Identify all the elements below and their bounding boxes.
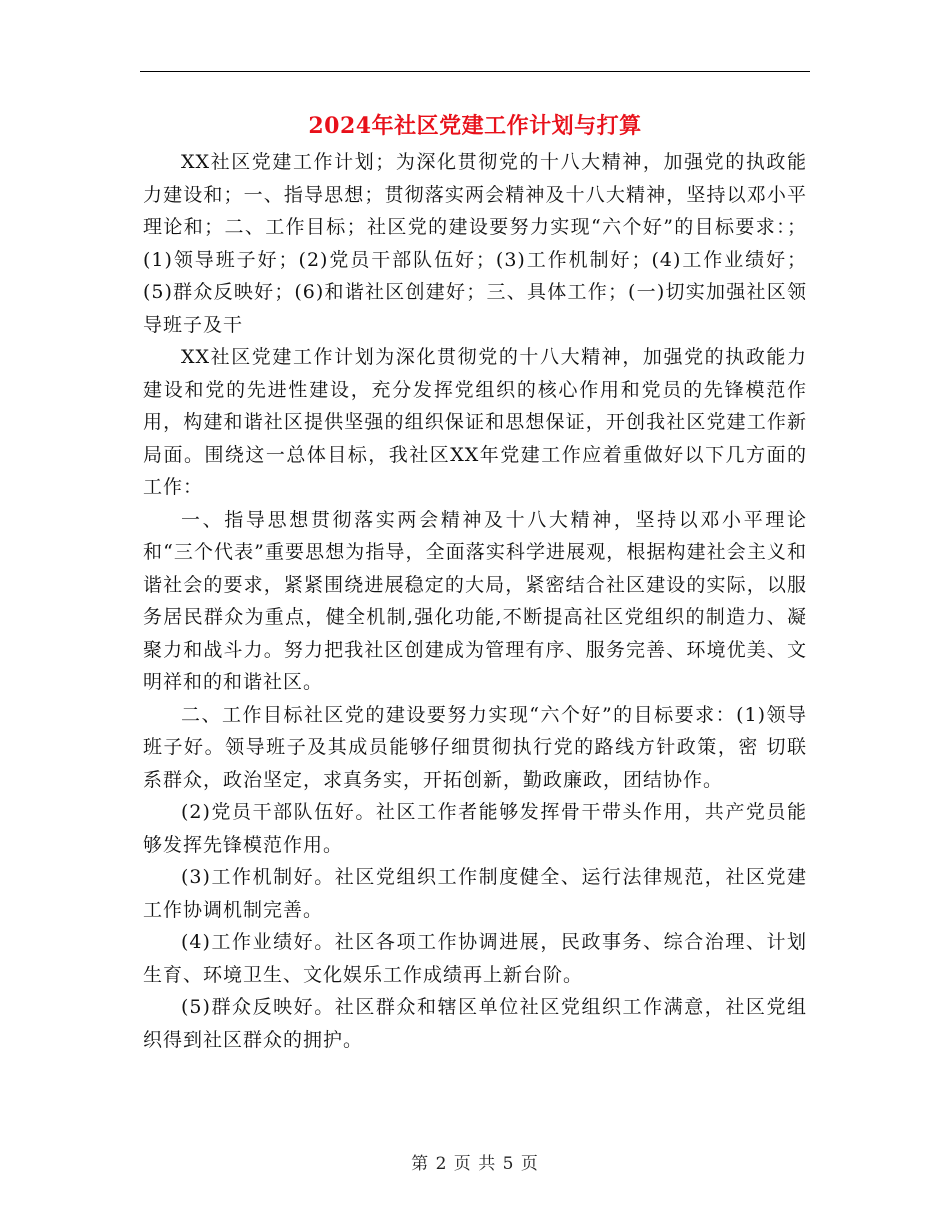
paragraph-goal-3: (3)工作机制好。社区党组织工作制度健全、运行法律规范，社区党建工作协调机制完善。 bbox=[143, 866, 807, 921]
document-title: 2024年社区党建工作计划与打算 bbox=[308, 113, 642, 139]
paragraph-goal-5: (5)群众反映好。社区群众和辖区单位社区党组织工作满意，社区党组织得到社区群众的拥护。 bbox=[143, 996, 807, 1051]
paragraph-goal-4: (4)工作业绩好。社区各项工作协调进展，民政事务、综合治理、计划生育、环境卫生、文化娱乐工作成绩再上新台阶。 bbox=[143, 931, 807, 986]
document-body bbox=[143, 146, 807, 1056]
paragraph-goal-2: (2)党员干部队伍好。社区工作者能够发挥骨干带头作用，共产党员能够发挥先锋模范作用。 bbox=[143, 801, 807, 856]
page-number: 第 2 页 共 5 页 bbox=[411, 1154, 539, 1174]
paragraph-guiding-ideology: 一、指导思想贯彻落实两会精神及十八大精神，坚持以邓小平理论和“三个代表”重要思想为指导，全面落实科学进展观，根据构建社会主义和谐社会的要求，紧紧围绕进展稳定的大局，紧密结合社区建设的实际，以服务居民群众为重点，健全机制,强化功能,不断提高社区党组织的制造力、凝聚力和战斗力。努力把我社区创建成为管理有序、服务完善、环境优美、文明祥和的和谐社区。 bbox=[143, 508, 807, 693]
header-rule bbox=[140, 71, 810, 72]
paragraph-summary: XX社区党建工作计划；为深化贯彻党的十八大精神，加强党的执政能力建设和；一、指导思想；贯彻落实两会精神及十八大精神，坚持以邓小平理论和；二、工作目标；社区党的建设要努力实现“六个好”的目标要求：；(1)领导班子好；(2)党员干部队伍好；(3)工作机制好；(4)工作业绩好；(5)群众反映好；(6)和谐社区创建好；三、具体工作；(一)切实加强社区领导班子及干 bbox=[143, 151, 807, 336]
paragraph-intro: XX社区党建工作计划为深化贯彻党的十八大精神，加强党的执政能力建设和党的先进性建设，充分发挥党组织的核心作用和党员的先锋模范作用，构建和谐社区提供坚强的组织保证和思想保证，开创我社区党建工作新局面。围绕这一总体目标，我社区XX年党建工作应着重做好以下几方面的工作： bbox=[143, 346, 807, 498]
paragraph-work-goals: 二、工作目标社区党的建设要努力实现“六个好”的目标要求：(1)领导班子好。领导班子及其成员能够仔细贯彻执行党的路线方针政策，密 切联系群众，政治坚定，求真务实，开拓创新，勤政廉政，团结协作。 bbox=[143, 703, 807, 791]
